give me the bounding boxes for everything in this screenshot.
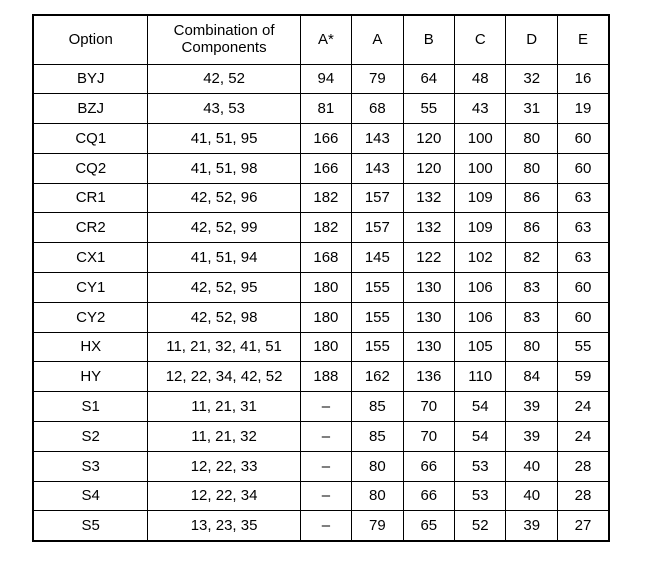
option-cell: S4 (33, 481, 148, 511)
grade-a-star-cell: 94 (300, 64, 351, 94)
option-cell: S1 (33, 392, 148, 422)
grade-c-cell: 54 (455, 422, 506, 452)
grade-e-cell: 27 (557, 511, 609, 541)
grade-d-cell: 80 (506, 332, 557, 362)
grade-b-cell: 132 (403, 213, 454, 243)
combination-cell: 13, 23, 35 (148, 511, 300, 541)
combination-cell: 41, 51, 98 (148, 153, 300, 183)
grade-e-cell: 60 (557, 302, 609, 332)
grade-b-cell: 55 (403, 94, 454, 124)
table-row (33, 481, 609, 511)
grade-c-cell: 54 (455, 392, 506, 422)
grade-a-cell: 79 (352, 64, 403, 94)
grade-e-cell: 24 (557, 422, 609, 452)
combination-cell: 12, 22, 34, 42, 52 (148, 362, 300, 392)
option-cell: CY2 (33, 302, 148, 332)
grade-d-cell: 39 (506, 422, 557, 452)
grade-d-cell: 84 (506, 362, 557, 392)
combination-cell: 42, 52, 99 (148, 213, 300, 243)
grade-a-cell: 143 (352, 124, 403, 154)
grade-e-cell: 60 (557, 124, 609, 154)
grade-a-cell: 155 (352, 332, 403, 362)
grade-c-cell: 43 (455, 94, 506, 124)
grade-c-cell: 100 (455, 124, 506, 154)
table-row (33, 183, 609, 213)
grade-b-cell: 130 (403, 332, 454, 362)
combination-cell: 42, 52, 98 (148, 302, 300, 332)
table-row (33, 392, 609, 422)
table-row (33, 243, 609, 273)
header-grade-c: C (455, 15, 506, 64)
grade-e-cell: 16 (557, 64, 609, 94)
grade-d-cell: 80 (506, 153, 557, 183)
grade-e-cell: 28 (557, 451, 609, 481)
grade-a-star-cell: – (300, 511, 351, 541)
grade-a-star-cell: – (300, 422, 351, 452)
table-body (33, 64, 609, 541)
grade-a-star-cell: 166 (300, 124, 351, 154)
grade-b-cell: 65 (403, 511, 454, 541)
grade-d-cell: 32 (506, 64, 557, 94)
option-cell: CY1 (33, 273, 148, 303)
grade-b-cell: 66 (403, 481, 454, 511)
table-row (33, 153, 609, 183)
grade-a-star-cell: 180 (300, 273, 351, 303)
grade-e-cell: 63 (557, 183, 609, 213)
combination-cell: 42, 52, 95 (148, 273, 300, 303)
grade-c-cell: 109 (455, 213, 506, 243)
grade-c-cell: 105 (455, 332, 506, 362)
grade-a-star-cell: 81 (300, 94, 351, 124)
combination-cell: 43, 53 (148, 94, 300, 124)
combination-cell: 42, 52, 96 (148, 183, 300, 213)
header-option: Option (33, 15, 148, 64)
grade-d-cell: 40 (506, 451, 557, 481)
grade-d-cell: 31 (506, 94, 557, 124)
option-cell: S3 (33, 451, 148, 481)
grade-c-cell: 109 (455, 183, 506, 213)
option-cell: CX1 (33, 243, 148, 273)
grade-e-cell: 63 (557, 243, 609, 273)
grade-d-cell: 39 (506, 511, 557, 541)
grade-d-cell: 80 (506, 124, 557, 154)
header-grade-e: E (557, 15, 609, 64)
grade-a-star-cell: 182 (300, 213, 351, 243)
grade-b-cell: 120 (403, 124, 454, 154)
grade-a-cell: 155 (352, 273, 403, 303)
grade-e-cell: 59 (557, 362, 609, 392)
grade-d-cell: 86 (506, 213, 557, 243)
grade-c-cell: 53 (455, 481, 506, 511)
grade-e-cell: 28 (557, 481, 609, 511)
combination-cell: 41, 51, 95 (148, 124, 300, 154)
grade-b-cell: 136 (403, 362, 454, 392)
grade-e-cell: 55 (557, 332, 609, 362)
grade-c-cell: 52 (455, 511, 506, 541)
grade-a-cell: 143 (352, 153, 403, 183)
grade-a-cell: 155 (352, 302, 403, 332)
grade-a-star-cell: – (300, 481, 351, 511)
grade-a-cell: 85 (352, 392, 403, 422)
table-row (33, 362, 609, 392)
grade-c-cell: 100 (455, 153, 506, 183)
table-row (33, 213, 609, 243)
grade-a-star-cell: – (300, 392, 351, 422)
grade-d-cell: 40 (506, 481, 557, 511)
grade-b-cell: 130 (403, 302, 454, 332)
grade-c-cell: 48 (455, 64, 506, 94)
option-cell: S5 (33, 511, 148, 541)
grade-a-cell: 80 (352, 451, 403, 481)
grade-b-cell: 132 (403, 183, 454, 213)
grade-b-cell: 122 (403, 243, 454, 273)
option-cell: CQ1 (33, 124, 148, 154)
grade-e-cell: 24 (557, 392, 609, 422)
grade-a-cell: 80 (352, 481, 403, 511)
header-grade-a-star: A* (300, 15, 351, 64)
combination-cell: 11, 21, 32 (148, 422, 300, 452)
header-combination: Combination of Components (148, 15, 300, 64)
grade-e-cell: 60 (557, 153, 609, 183)
grade-a-cell: 145 (352, 243, 403, 273)
table-row (33, 273, 609, 303)
grade-c-cell: 106 (455, 273, 506, 303)
grade-c-cell: 110 (455, 362, 506, 392)
grade-c-cell: 102 (455, 243, 506, 273)
option-cell: S2 (33, 422, 148, 452)
combination-cell: 11, 21, 31 (148, 392, 300, 422)
grade-d-cell: 83 (506, 273, 557, 303)
combination-cell: 11, 21, 32, 41, 51 (148, 332, 300, 362)
grade-a-star-cell: 168 (300, 243, 351, 273)
grade-a-star-cell: 188 (300, 362, 351, 392)
table-header (33, 15, 609, 64)
grade-b-cell: 66 (403, 451, 454, 481)
grade-a-star-cell: 182 (300, 183, 351, 213)
option-cell: BZJ (33, 94, 148, 124)
table-row (33, 422, 609, 452)
option-cell: BYJ (33, 64, 148, 94)
table-row (33, 94, 609, 124)
header-grade-b: B (403, 15, 454, 64)
grade-a-cell: 79 (352, 511, 403, 541)
table-row (33, 451, 609, 481)
table-row (33, 302, 609, 332)
grade-b-cell: 120 (403, 153, 454, 183)
option-cell: CQ2 (33, 153, 148, 183)
grade-c-cell: 53 (455, 451, 506, 481)
grade-d-cell: 86 (506, 183, 557, 213)
grade-a-cell: 157 (352, 183, 403, 213)
grade-b-cell: 130 (403, 273, 454, 303)
grade-e-cell: 19 (557, 94, 609, 124)
table-row (33, 511, 609, 541)
grade-b-cell: 64 (403, 64, 454, 94)
grade-d-cell: 82 (506, 243, 557, 273)
grade-e-cell: 63 (557, 213, 609, 243)
grade-b-cell: 70 (403, 392, 454, 422)
combination-cell: 42, 52 (148, 64, 300, 94)
table-row (33, 124, 609, 154)
grade-a-cell: 85 (352, 422, 403, 452)
combination-cell: 12, 22, 33 (148, 451, 300, 481)
table-row (33, 64, 609, 94)
grade-b-cell: 70 (403, 422, 454, 452)
table-row (33, 332, 609, 362)
header-row (33, 15, 609, 64)
option-cell: HX (33, 332, 148, 362)
option-cell: CR2 (33, 213, 148, 243)
option-cell: HY (33, 362, 148, 392)
grade-e-cell: 60 (557, 273, 609, 303)
grade-a-cell: 162 (352, 362, 403, 392)
option-cell: CR1 (33, 183, 148, 213)
grade-d-cell: 39 (506, 392, 557, 422)
grade-a-cell: 157 (352, 213, 403, 243)
header-grade-d: D (506, 15, 557, 64)
grade-a-star-cell: 180 (300, 302, 351, 332)
grade-a-cell: 68 (352, 94, 403, 124)
grade-a-star-cell: – (300, 451, 351, 481)
grade-threshold-table (32, 14, 610, 542)
header-grade-a: A (352, 15, 403, 64)
grade-c-cell: 106 (455, 302, 506, 332)
grade-d-cell: 83 (506, 302, 557, 332)
grade-a-star-cell: 180 (300, 332, 351, 362)
grade-a-star-cell: 166 (300, 153, 351, 183)
combination-cell: 12, 22, 34 (148, 481, 300, 511)
combination-cell: 41, 51, 94 (148, 243, 300, 273)
